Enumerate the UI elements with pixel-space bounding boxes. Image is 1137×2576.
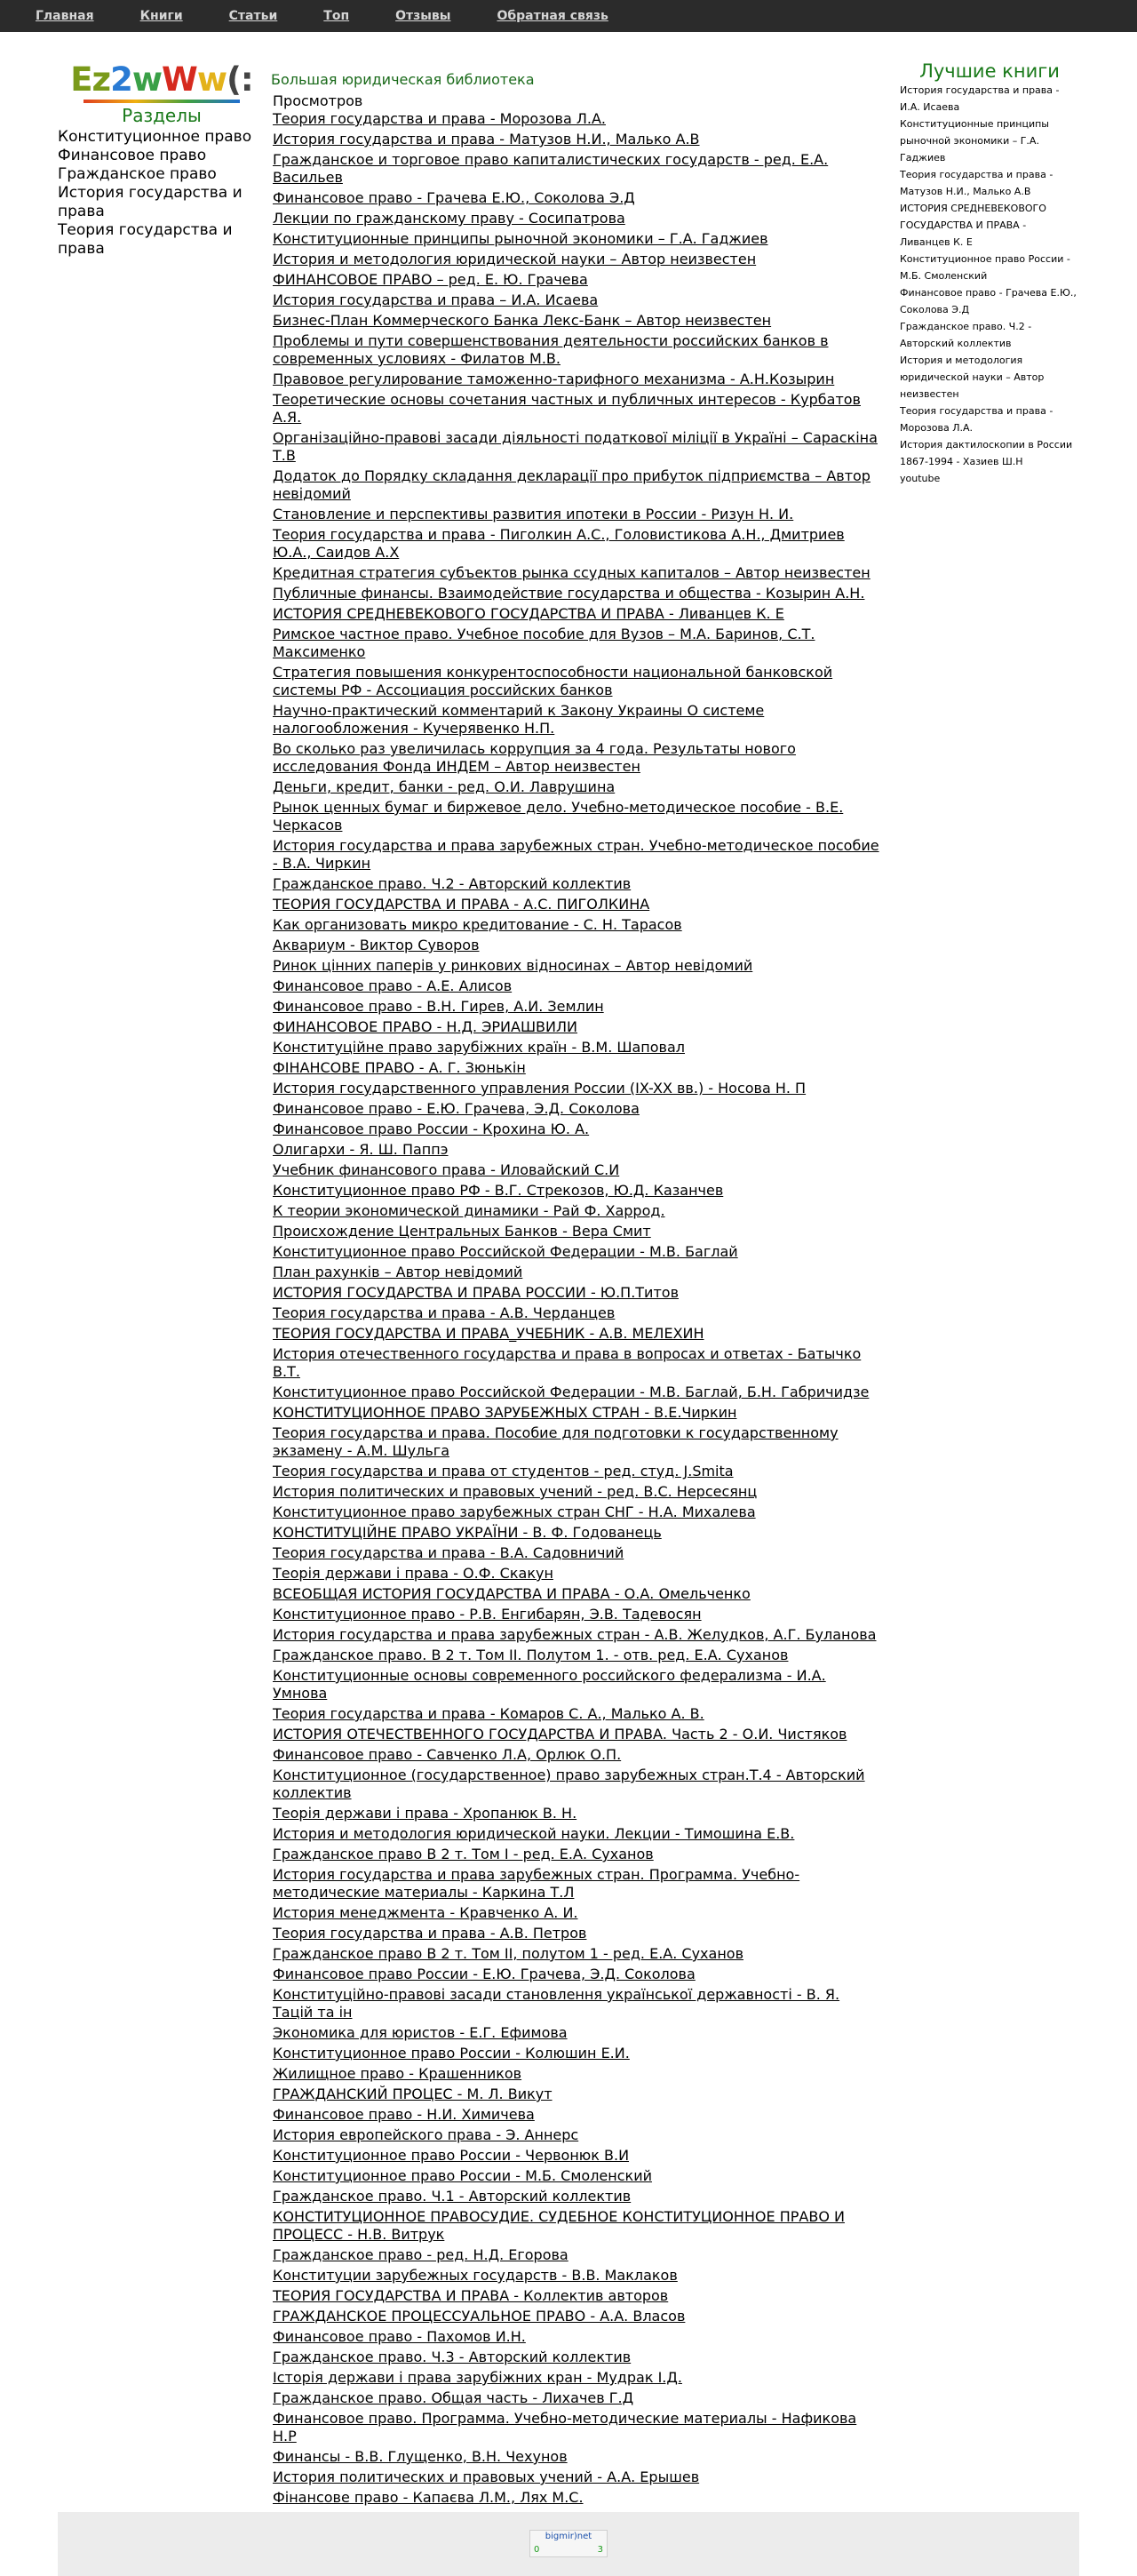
book-item: [273, 1059, 881, 1077]
section-item[interactable]: Гражданское право: [58, 165, 217, 183]
book-item-link[interactable]: Бизнес-План Коммерческого Банка Лекс-Банк – Автор неизвестен: [273, 312, 772, 329]
book-item: [273, 916, 881, 934]
book-item-link[interactable]: Проблемы и пути совершенствования деятельности российских банков в современных условиях - Филатов М.В.: [273, 332, 829, 367]
book-item-link[interactable]: Теория государства и права - В.А. Садовничий: [273, 1544, 624, 1561]
book-item: [273, 312, 881, 330]
book-item: [273, 896, 881, 913]
book-item: [273, 131, 881, 148]
sections-title: Разделы: [122, 105, 202, 126]
book-item-link[interactable]: Гражданское право В 2 т. Том I - ред. Е.А. Суханов: [273, 1846, 654, 1862]
book-item: [273, 2349, 881, 2366]
book-item-link[interactable]: ФИНАНСОВОЕ ПРАВО - Н.Д. ЭРИАШВИЛИ: [273, 1018, 577, 1035]
book-item: [273, 2147, 881, 2165]
book-item: [273, 957, 881, 975]
book-item: [273, 1945, 881, 1963]
best-book-item[interactable]: Конституционные принципы рыночной экономики – Г.А. Гаджиев: [900, 118, 1049, 163]
book-item-link[interactable]: История менеджмента - Кравченко А. И.: [273, 1904, 578, 1921]
book-item: [273, 2208, 881, 2244]
book-item: [273, 2468, 881, 2486]
visit-counter[interactable]: [529, 2530, 608, 2557]
book-item: [273, 2045, 881, 2062]
book-item: [273, 2448, 881, 2466]
page-title: Большая юридическая библиотека: [271, 71, 535, 88]
book-item: [273, 977, 881, 995]
counter-title: bigmir)net: [545, 2532, 592, 2541]
page-layout: [58, 32, 1079, 2509]
book-item-link[interactable]: Теория государства и права - А.В. Черданцев: [273, 1304, 616, 1321]
book-item-link[interactable]: Финансовое право. Программа. Учебно-методические материалы - Нафикова Н.Р: [273, 2410, 857, 2444]
book-item-link[interactable]: Конституционное (государственное) право зарубежных стран.Т.4 - Авторский коллектив: [273, 1767, 865, 1801]
book-item: [273, 1424, 881, 1460]
book-item-link[interactable]: История государства и права - Матузов Н.И., Малько А.В: [273, 131, 700, 148]
book-item: [273, 2167, 881, 2185]
book-item-link[interactable]: История и методология юридической науки. Лекции - Тимошина Е.В.: [273, 1825, 795, 1842]
book-item: [273, 429, 881, 465]
views-label: Просмотров: [273, 92, 363, 109]
book-item: [273, 1202, 881, 1220]
book-item-link[interactable]: КОНСТИТУЦІЙНЕ ПРАВО УКРАЇНИ - В. Ф. Годованець: [273, 1524, 662, 1541]
book-item-link[interactable]: Теория государства и права от студентов - ред. студ. J.Smita: [273, 1463, 734, 1479]
sections-list: [58, 128, 266, 259]
book-item: [273, 1284, 881, 1302]
book-item: [273, 2065, 881, 2083]
book-item-link[interactable]: Конституционное право - Р.В. Енгибарян, Э.В. Тадевосян: [273, 1606, 702, 1623]
book-item-link[interactable]: Как организовать микро кредитование - С. Н. Тарасов: [273, 916, 682, 933]
book-item-link[interactable]: Гражданское право. Ч.3 - Авторский коллектив: [273, 2349, 632, 2365]
book-item-link[interactable]: Стратегия повышения конкурентоспособности национальной банковской системы РФ - Ассоциация российских банков: [273, 664, 833, 698]
left-sidebar: [58, 60, 266, 2509]
nav-home[interactable]: Главная: [36, 9, 94, 23]
book-item-link[interactable]: Гражданское право. Ч.2 - Авторский коллектив: [273, 875, 632, 892]
book-item: [273, 2369, 881, 2387]
book-item: [273, 1345, 881, 1381]
book-item-link[interactable]: Научно-практический комментарий к Закону Украины О системе налогообложения - Кучерявенко Н.П.: [273, 702, 765, 737]
book-item-link[interactable]: Финансовое право России - Е.Ю. Грачева, Э.Д. Соколова: [273, 1966, 696, 1982]
best-books-list: [900, 82, 1079, 487]
best-book-item[interactable]: Конституционное право России - М.Б. Смоленский: [900, 253, 1070, 282]
book-item-link[interactable]: Теоретические основы сочетания частных и публичных интересов - Курбатов А.Я.: [273, 391, 861, 426]
main-content: [266, 60, 887, 2509]
book-item: [273, 2410, 881, 2445]
book-item: [273, 937, 881, 954]
book-item: [273, 1805, 881, 1822]
book-item-link[interactable]: Аквариум - Виктор Суворов: [273, 937, 480, 953]
book-item: [273, 1647, 881, 1664]
book-item-link[interactable]: Учебник финансового права - Иловайский С.И: [273, 1161, 620, 1178]
book-item-link[interactable]: История и методология юридической науки – Автор неизвестен: [273, 251, 757, 267]
logo-part: W: [162, 60, 197, 99]
book-item-link[interactable]: ИСТОРИЯ ГОСУДАРСТВА И ПРАВА РОССИИ - Ю.П.Титов: [273, 1284, 679, 1301]
book-item: [273, 1746, 881, 1764]
best-book-item[interactable]: ИСТОРИЯ СРЕДНЕВЕКОВОГО ГОСУДАРСТВА И ПРАВА - Ливанцев К. Е: [900, 203, 1046, 248]
section-item[interactable]: Финансовое право: [58, 147, 207, 164]
book-item: [273, 291, 881, 309]
book-item-link[interactable]: Публичные финансы. Взаимодействие государства и общества - Козырин А.Н.: [273, 585, 865, 602]
site-logo[interactable]: [58, 60, 266, 100]
book-item: [273, 230, 881, 248]
book-item: [273, 1161, 881, 1179]
book-item: [273, 1264, 881, 1281]
book-item: [273, 1667, 881, 1703]
best-book-item[interactable]: История государства и права - И.А. Исаева: [900, 84, 1060, 113]
book-item: [273, 1866, 881, 1902]
book-item: [273, 1384, 881, 1401]
book-item: [273, 2328, 881, 2346]
book-item-link[interactable]: Гражданское право. Ч.1 - Авторский коллектив: [273, 2188, 632, 2205]
book-item-link[interactable]: Конституции зарубежных государств - В.В. Маклаков: [273, 2267, 678, 2284]
book-item-link[interactable]: История государства и права зарубежных стран - А.В. Желудков, А.Г. Буланова: [273, 1626, 877, 1643]
book-item-link[interactable]: Організаційно-правові засади діяльності податкової міліції в Україні – Сараскіна Т.В: [273, 429, 878, 464]
book-item: [273, 1626, 881, 1644]
book-item-link[interactable]: История государства и права зарубежных стран. Программа. Учебно-методические материалы - Каркина Т.Л: [273, 1866, 800, 1901]
book-item-link[interactable]: Конституционное право Российской Федерации - М.В. Баглай: [273, 1243, 738, 1260]
best-book-item[interactable]: youtube: [900, 473, 941, 484]
counter-value-right: 3: [597, 2545, 603, 2555]
book-item: [273, 2489, 881, 2507]
book-item-link[interactable]: История отечественного государства и права в вопросах и ответах - Батычко В.Т.: [273, 1345, 862, 1380]
book-item: [273, 2389, 881, 2407]
book-item: [273, 740, 881, 776]
book-item-link[interactable]: Історія держави і права зарубіжних кран - Мудрак І.Д.: [273, 2369, 682, 2386]
best-books-title: Лучшие книги: [919, 60, 1060, 82]
book-item-link[interactable]: Финансовое право - Пахомов И.Н.: [273, 2328, 526, 2345]
book-item: [273, 251, 881, 268]
book-item: [273, 210, 881, 227]
logo-part: Ez: [70, 60, 111, 99]
book-item-link[interactable]: Конституционное право России - Колюшин Е.И.: [273, 2045, 630, 2062]
book-item-link[interactable]: Деньги, кредит, банки - ред. О.И. Лаврушина: [273, 778, 616, 795]
section-item[interactable]: Конституционное право: [58, 128, 252, 146]
book-item: [273, 1325, 881, 1343]
book-item: [273, 1463, 881, 1480]
book-item-link[interactable]: Конституционное право России - Червонюк В.И: [273, 2147, 630, 2164]
book-item-link[interactable]: Лекции по гражданскому праву - Сосипатрова: [273, 210, 625, 227]
book-item: [273, 799, 881, 834]
book-item-link[interactable]: Рынок ценных бумаг и биржевое дело. Учебно-методическое пособие - В.Е. Черкасов: [273, 799, 844, 833]
book-item: [273, 2106, 881, 2124]
book-item: [273, 467, 881, 503]
book-item-link[interactable]: История государства и права зарубежных стран. Учебно-методическое пособие - В.А. Чиркин: [273, 837, 879, 872]
best-book-item[interactable]: Финансовое право - Грачева Е.Ю., Соколова Э.Д: [900, 287, 1077, 315]
book-item-link[interactable]: ИСТОРИЯ СРЕДНЕВЕКОВОГО ГОСУДАРСТВА И ПРАВА - Ливанцев К. Е: [273, 605, 784, 622]
book-item: [273, 1825, 881, 1843]
book-item: [273, 1925, 881, 1942]
book-item-link[interactable]: Гражданское право - ред. Н.Д. Егорова: [273, 2246, 568, 2263]
book-item: [273, 526, 881, 562]
book-item: [273, 1904, 881, 1922]
book-item: [273, 1767, 881, 1802]
book-item: [273, 998, 881, 1016]
book-item: [273, 1018, 881, 1036]
book-item: [273, 1483, 881, 1501]
book-item: [273, 151, 881, 187]
book-item: [273, 1524, 881, 1542]
book-item: [273, 1986, 881, 2022]
book-item-link[interactable]: Теорія держави і права - О.Ф. Скакун: [273, 1565, 553, 1582]
book-item-link[interactable]: Финансовое право - Н.И. Химичева: [273, 2106, 535, 2123]
book-item-link[interactable]: Конституционное право зарубежных стран СНГ - Н.А. Михалева: [273, 1503, 756, 1520]
book-item-link[interactable]: ФИНАНСОВОЕ ПРАВО – ред. Е. Ю. Грачева: [273, 271, 588, 288]
book-item: [273, 110, 881, 128]
book-item-link[interactable]: Во сколько раз увеличилась коррупция за 4 года. Результаты нового исследования Фонда ИНДЕМ – Автор неизвестен: [273, 740, 796, 775]
book-item: [273, 1223, 881, 1240]
book-item-link[interactable]: ТЕОРИЯ ГОСУДАРСТВА И ПРАВА - А.С. ПИГОЛКИНА: [273, 896, 650, 913]
book-item-link[interactable]: История политических и правовых учений - ред. В.С. Нерсесянц: [273, 1483, 758, 1500]
book-item: [273, 664, 881, 699]
book-item: [273, 391, 881, 427]
logo-part: 2: [110, 60, 132, 99]
book-item: [273, 332, 881, 368]
book-item: [273, 605, 881, 623]
best-book-item[interactable]: Теория государства и права - Матузов Н.И., Малько А.В: [900, 169, 1054, 197]
book-item-link[interactable]: ТЕОРИЯ ГОСУДАРСТВА И ПРАВА - Коллектив авторов: [273, 2287, 669, 2304]
book-item: [273, 564, 881, 582]
counter-value-left: 0: [534, 2545, 540, 2555]
book-item-link[interactable]: Конституционные основы современного российского федерализма - И.А. Умнова: [273, 1667, 826, 1702]
book-item: [273, 2188, 881, 2205]
book-item-link[interactable]: Гражданское право. Общая часть - Лихачев Г.Д: [273, 2389, 634, 2406]
book-item: [273, 1846, 881, 1863]
book-item-link[interactable]: История государственного управления России (IX-XX вв.) - Носова Н. П: [273, 1080, 807, 1097]
book-item-link[interactable]: КОНСТИТУЦИОННОЕ ПРАВО ЗАРУБЕЖНЫХ СТРАН - В.Е.Чиркин: [273, 1404, 737, 1421]
logo-part: w: [131, 60, 163, 99]
book-item: [273, 2308, 881, 2325]
book-item-link[interactable]: Финансовое право - А.Е. Алисов: [273, 977, 513, 994]
book-item-link[interactable]: ИСТОРИЯ ОТЕЧЕСТВЕННОГО ГОСУДАРСТВА И ПРАВА. Часть 2 - О.И. Чистяков: [273, 1726, 847, 1743]
book-item: [273, 1503, 881, 1521]
book-item: [273, 1565, 881, 1583]
book-item-link[interactable]: Происхождение Центральных Банков - Вера Смит: [273, 1223, 651, 1240]
book-item: [273, 1404, 881, 1422]
section-item[interactable]: История государства и права: [58, 184, 243, 220]
book-item: [273, 189, 881, 207]
book-item-link[interactable]: ВСЕОБЩАЯ ИСТОРИЯ ГОСУДАРСТВА И ПРАВА - О.А. Омельченко: [273, 1585, 751, 1602]
logo-part: (:: [227, 60, 253, 99]
book-item-link[interactable]: История европейского права - Э. Аннерс: [273, 2126, 579, 2143]
book-item: [273, 2086, 881, 2103]
best-book-item[interactable]: Теория государства и права - Морозова Л.А.: [900, 405, 1054, 434]
book-item-link[interactable]: Конституційно-правові засади становлення української державності - В. Я. Тацій та ін: [273, 1986, 840, 2021]
book-item-link[interactable]: Теория государства и права - Морозова Л.А.: [273, 110, 606, 127]
book-item: [273, 875, 881, 893]
nav-articles[interactable]: Статьи: [228, 9, 278, 23]
book-item-link[interactable]: Теория государства и права - А.В. Петров: [273, 1925, 587, 1942]
book-item-link[interactable]: Правовое регулирование таможенно-тарифного механизма - А.Н.Козырин: [273, 371, 835, 387]
book-item-link[interactable]: Становление и перспективы развития ипотеки в России - Ризун Н. И.: [273, 506, 794, 522]
book-item-link[interactable]: Кредитная стратегия субъектов рынка ссудных капиталов – Автор неизвестен: [273, 564, 871, 581]
book-item-link[interactable]: Финансовое право - Е.Ю. Грачева, Э.Д. Соколова: [273, 1100, 640, 1117]
book-item-link[interactable]: ФІНАНСОВЕ ПРАВО - А. Г. Зюнькін: [273, 1059, 526, 1076]
top-navigation: [0, 0, 1137, 32]
book-item: [273, 1705, 881, 1723]
book-item: [273, 1966, 881, 1983]
book-item: [273, 1606, 881, 1623]
book-item: [273, 1182, 881, 1200]
book-item: [273, 585, 881, 602]
book-item-link[interactable]: Конституционное право России - М.Б. Смоленский: [273, 2167, 652, 2184]
book-item-link[interactable]: Гражданское право В 2 т. Том II, полутом 1 - ред. Е.А. Суханов: [273, 1945, 743, 1962]
logo-part: w: [196, 60, 227, 99]
book-item-link[interactable]: Ринок цінних паперів у ринкових відносинах – Автор невідомий: [273, 957, 753, 974]
book-item-link[interactable]: История политических и правовых учений - А.А. Ерышев: [273, 2468, 700, 2485]
book-item: [273, 2126, 881, 2144]
book-item-link[interactable]: Финансы - В.В. Глущенко, В.Н. Чехунов: [273, 2448, 568, 2465]
book-item-link[interactable]: Теорія держави і права - Хропанюк В. Н.: [273, 1805, 577, 1822]
book-item-link[interactable]: Конституционное право Российской Федерации - М.В. Баглай, Б.Н. Габричидзе: [273, 1384, 870, 1400]
book-item: [273, 1726, 881, 1743]
book-item-link[interactable]: Конституционные принципы рыночной экономики – Г.А. Гаджиев: [273, 230, 768, 247]
book-item-link[interactable]: Экономика для юристов - Е.Г. Ефимова: [273, 2024, 568, 2041]
best-book-item[interactable]: История дактилоскопии в России 1867-1994 - Хазиев Ш.Н: [900, 439, 1073, 467]
book-item-link[interactable]: Олигархи - Я. Ш. Паппэ: [273, 1141, 449, 1158]
book-item-link[interactable]: Фінансове право - Капаєва Л.М., Лях М.С.: [273, 2489, 584, 2506]
best-book-item[interactable]: История и методология юридической науки – Автор неизвестен: [900, 355, 1045, 400]
book-item-link[interactable]: ГРАЖДАНСКИЙ ПРОЦЕС - М. Л. Викут: [273, 2086, 553, 2102]
book-item-link[interactable]: Теория государства и права - Комаров С. А., Малько А. В.: [273, 1705, 704, 1722]
book-item-link[interactable]: История государства и права – И.А. Исаева: [273, 291, 599, 308]
books-list: [273, 110, 887, 2507]
book-item-link[interactable]: Гражданское и торговое право капиталистических государств - ред. Е.А. Васильев: [273, 151, 829, 186]
book-item-link[interactable]: КОНСТИТУЦИОННОЕ ПРАВОСУДИЕ. СУДЕБНОЕ КОНСТИТУЦИОННОЕ ПРАВО И ПРОЦЕСС - Н.В. Витрук: [273, 2208, 845, 2243]
book-item: [273, 371, 881, 388]
book-item-link[interactable]: Финансовое право - В.Н. Гирев, А.И. Землин: [273, 998, 604, 1015]
book-item: [273, 1243, 881, 1261]
book-item: [273, 626, 881, 661]
best-book-item[interactable]: Гражданское право. Ч.2 - Авторский коллектив: [900, 321, 1032, 349]
book-item: [273, 2246, 881, 2264]
book-item: [273, 1304, 881, 1322]
book-item: [273, 2024, 881, 2042]
book-item-link[interactable]: Финансовое право России - Крохина Ю. А.: [273, 1121, 590, 1137]
book-item: [273, 271, 881, 289]
book-item-link[interactable]: План рахунків – Автор невідомий: [273, 1264, 523, 1280]
book-item: [273, 1585, 881, 1603]
book-item-link[interactable]: Финансовое право - Савченко Л.А, Орлюк О.П.: [273, 1746, 622, 1763]
section-item[interactable]: Теория государства и права: [58, 221, 233, 258]
book-item: [273, 1100, 881, 1118]
book-item: [273, 1039, 881, 1057]
book-item: [273, 837, 881, 873]
book-item: [273, 506, 881, 523]
book-item-link[interactable]: Гражданское право. В 2 т. Том II. Полутом 1. - отв. ред. Е.А. Суханов: [273, 1647, 789, 1663]
book-item-link[interactable]: Теория государства и права - Пиголкин А.С., Головистикова А.Н., Дмитриев Ю.А., Саидов А.Х: [273, 526, 845, 561]
book-item-link[interactable]: ГРАЖДАНСКОЕ ПРОЦЕССУАЛЬНОЕ ПРАВО - А.А. Власов: [273, 2308, 686, 2325]
book-item: [273, 1080, 881, 1097]
book-item: [273, 2287, 881, 2305]
book-item: [273, 1141, 881, 1159]
book-item-link[interactable]: Конституционное право РФ - В.Г. Стрекозов, Ю.Д. Казанчев: [273, 1182, 724, 1199]
book-item: [273, 2267, 881, 2285]
book-item-link[interactable]: Конституційне право зарубіжних країн - В.М. Шаповал: [273, 1039, 685, 1056]
book-item: [273, 1544, 881, 1562]
right-sidebar: [887, 60, 1079, 2509]
book-item-link[interactable]: Жилищное право - Крашенников: [273, 2065, 522, 2082]
book-item: [273, 1121, 881, 1138]
book-item-link[interactable]: К теории экономической динамики - Рай Ф. Харрод.: [273, 1202, 665, 1219]
book-item-link[interactable]: Финансовое право - Грачева Е.Ю., Соколова Э.Д: [273, 189, 635, 206]
book-item: [273, 778, 881, 796]
nav-top[interactable]: Топ: [323, 9, 350, 23]
book-item: [273, 702, 881, 738]
logo-underline: [83, 100, 240, 103]
nav-reviews[interactable]: Отзывы: [395, 9, 451, 23]
book-item-link[interactable]: ТЕОРИЯ ГОСУДАРСТВА И ПРАВА_УЧЕБНИК - А.В. МЕЛЕХИН: [273, 1325, 704, 1342]
footer: [58, 2512, 1079, 2576]
nav-feedback[interactable]: Обратная связь: [497, 9, 608, 23]
book-item-link[interactable]: Додаток до Порядку складання декларації про прибуток підприємства – Автор невідомий: [273, 467, 871, 502]
book-item-link[interactable]: Теория государства и права. Пособие для подготовки к государственному экзамену - А.М. Шульга: [273, 1424, 839, 1459]
book-item-link[interactable]: Римское частное право. Учебное пособие для Вузов – М.А. Баринов, С.Т. Максименко: [273, 626, 815, 660]
nav-books[interactable]: Книги: [139, 9, 183, 23]
